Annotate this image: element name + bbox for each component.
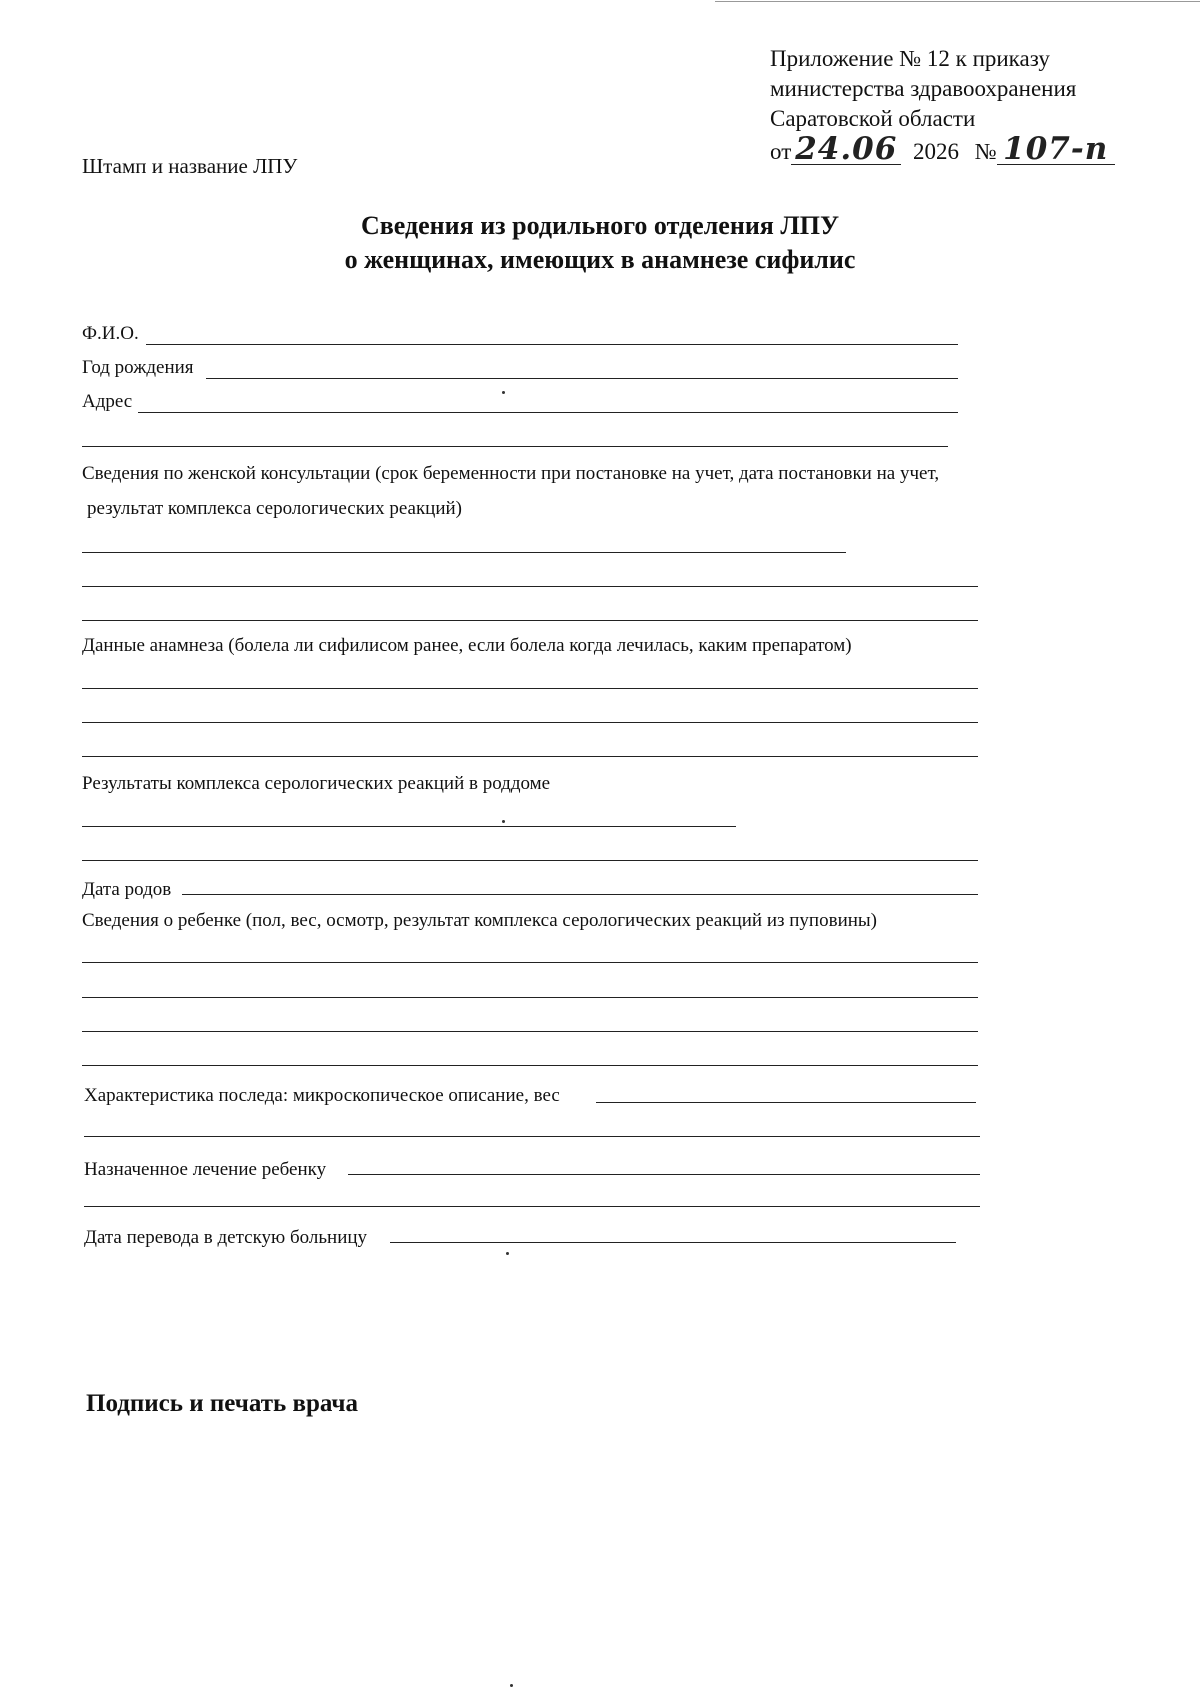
birth-year-label: Год рождения [82, 357, 194, 378]
treatment-line-2[interactable] [84, 1206, 980, 1207]
address-line-1[interactable] [138, 412, 958, 413]
consultation-line-3[interactable] [82, 620, 978, 621]
date-prefix: от [770, 139, 792, 164]
fio-line[interactable] [146, 344, 958, 345]
anamnesis-line-1[interactable] [82, 688, 978, 689]
consultation-label-line-2: результат комплекса серологических реакций) [87, 498, 462, 519]
appendix-line-1: Приложение № 12 к приказу [770, 46, 1050, 71]
appendix-line-2: министерства здравоохранения [770, 76, 1077, 101]
handwritten-date: 24.06 [791, 134, 901, 165]
placenta-line-2[interactable] [84, 1136, 980, 1137]
scan-speck-4 [510, 1684, 513, 1687]
scan-speck-3 [506, 1252, 509, 1255]
anamnesis-label: Данные анамнеза (болела ли сифилисом ранее, если болела когда лечилась, каким препаратом) [82, 635, 852, 656]
child-info-line-1[interactable] [82, 962, 978, 963]
appendix-block [770, 44, 1115, 167]
consultation-line-1[interactable] [82, 552, 846, 553]
scan-speck [502, 391, 505, 394]
handwritten-number: 107-п [997, 134, 1115, 165]
order-year: 2026 [913, 139, 959, 164]
title-line-2: о женщинах, имеющих в анамнезе сифилис [344, 245, 856, 274]
treatment-line-1[interactable] [348, 1174, 980, 1175]
address-label: Адрес [82, 391, 133, 412]
appendix-date-line [770, 131, 1115, 167]
anamnesis-line-2[interactable] [82, 722, 978, 723]
child-info-line-4[interactable] [82, 1065, 978, 1066]
appendix-line-3: Саратовской области [770, 106, 976, 131]
document-title [0, 209, 1200, 277]
transfer-date-line[interactable] [390, 1242, 956, 1243]
consultation-line-2[interactable] [82, 586, 978, 587]
serology-line-1[interactable] [82, 826, 736, 827]
anamnesis-line-3[interactable] [82, 756, 978, 757]
placenta-line-1[interactable] [596, 1102, 976, 1103]
title-line-1: Сведения из родильного отделения ЛПУ [360, 211, 840, 240]
child-info-line-3[interactable] [82, 1031, 978, 1032]
scan-edge-top [715, 1, 1200, 2]
number-prefix: № [974, 139, 997, 164]
child-info-line-2[interactable] [82, 997, 978, 998]
placenta-label: Характеристика последа: микроскопическое описание, вес [84, 1085, 560, 1106]
birth-date-line[interactable] [182, 894, 978, 895]
signature-label: Подпись и печать врача [86, 1390, 358, 1417]
serology-label: Результаты комплекса серологических реакций в роддоме [82, 773, 551, 794]
address-line-2[interactable] [82, 446, 948, 447]
child-info-label: Сведения о ребенке (пол, вес, осмотр, результат комплекса серологических реакций из пуповины) [82, 910, 878, 931]
birth-year-line[interactable] [206, 378, 958, 379]
consultation-label-line-1: Сведения по женской консультации (срок беременности при постановке на учет, дата постановки на учет, [82, 463, 940, 484]
transfer-date-label: Дата перевода в детскую больницу [84, 1227, 368, 1248]
scan-speck-2 [502, 820, 505, 823]
serology-line-2[interactable] [82, 860, 978, 861]
birth-date-label: Дата родов [82, 879, 172, 900]
stamp-label: Штамп и название ЛПУ [82, 154, 298, 178]
treatment-label: Назначенное лечение ребенку [84, 1159, 327, 1180]
fio-label: Ф.И.О. [82, 323, 139, 344]
